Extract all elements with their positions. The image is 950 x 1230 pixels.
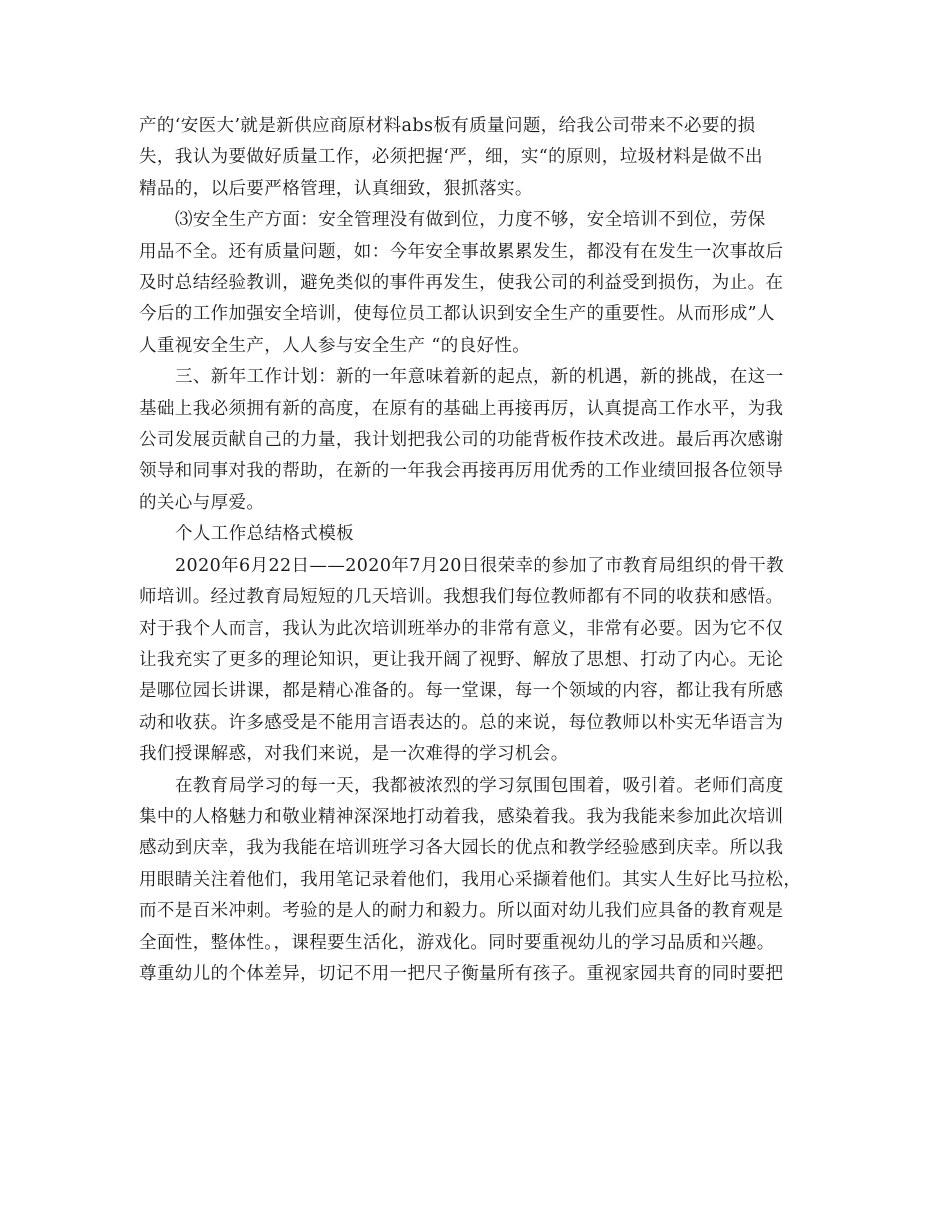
text-line: 用眼睛关注着他们，我用笔记录着他们，我用心采撷着他们。其实人生好比马拉松， xyxy=(139,869,802,890)
text-line: 的关心与厚爱。 xyxy=(139,492,265,513)
text-line: 在教育局学习的每一天，我都被浓烈的学习氛围包围着，吸引着。老师们高度 xyxy=(175,775,784,796)
text-line: 产的‘安医大’就是新供应商原材料abs板有质量问题，给我公司带来不必要的损 xyxy=(139,116,756,136)
section-title: 个人工作总结格式模板 xyxy=(175,524,354,545)
text-line: 三、新年工作计划：新的一年意味着新的起点，新的机遇，新的挑战，在这一 xyxy=(175,367,784,388)
text-line: 人重视安全生产，人人参与安全生产 “的良好性。 xyxy=(139,335,531,356)
text-line: 我们授课解惑，对我们来说，是一次难得的学习机会。 xyxy=(139,744,569,765)
paragraph-quality-issue xyxy=(139,111,819,205)
text-line: 而不是百米冲刺。考验的是人的耐力和毅力。所以面对幼儿我们应具备的教育观是 xyxy=(139,901,784,922)
text-line: 动和收获。许多感受是不能用言语表达的。总的来说，每位教师以朴实无华语言为 xyxy=(139,712,784,733)
paragraph-training-intro xyxy=(139,551,819,771)
text-line: ⑶安全生产方面：安全管理没有做到位，力度不够，安全培训不到位，劳保 xyxy=(175,210,766,231)
text-line: 2020年6月22日——2020年7月20日很荣幸的参加了市教育局组织的骨干教 xyxy=(175,555,784,576)
text-line: 全面性，整体性。，课程要生活化，游戏化。同时要重视幼儿的学习品质和兴趣。 xyxy=(139,932,775,953)
paragraph-safety-production xyxy=(139,205,819,362)
text-line: 师培训。经过教育局短短的几天培训。我想我们每位教师都有不同的收获和感悟。 xyxy=(139,587,784,608)
section-heading xyxy=(139,519,819,550)
text-line: 精品的，以后要严格管理，认真细致，狠抓落实。 xyxy=(139,178,533,199)
text-line: 基础上我必须拥有新的高度，在原有的基础上再接再厉，认真提高工作水平，为我 xyxy=(139,398,784,419)
text-line: 是哪位园长讲课，都是精心准备的。每一堂课，每一个领域的内容，都让我有所感 xyxy=(139,681,784,702)
text-line: 用品不全。还有质量问题，如：今年安全事故累累发生，都没有在发生一次事故后 xyxy=(139,241,784,262)
paragraph-new-year-plan xyxy=(139,362,819,519)
text-line: 尊重幼儿的个体差异，切记不用一把尺子衡量所有孩子。重视家园共育的同时要把 xyxy=(139,963,784,984)
text-line: 公司发展贡献自己的力量，我计划把我公司的功能背板作技术改进。最后再次感谢 xyxy=(139,430,784,451)
text-line: 失，我认为要做好质量工作，必须把握‘严，细，实“的原则，垃圾材料是做不出 xyxy=(139,147,763,168)
text-line: 领导和同事对我的帮助，在新的一年我会再接再厉用优秀的工作业绩回报各位领导 xyxy=(139,461,784,482)
paragraph-learning-reflection xyxy=(139,771,819,991)
text-line: 今后的工作加强安全培训，使每位员工都认识到安全生产的重要性。从而形成”人 xyxy=(139,304,775,325)
text-line: 对于我个人而言，我认为此次培训班举办的非常有意义，非常有必要。因为它不仅 xyxy=(139,618,784,639)
text-line: 及时总结经验教训，避免类似的事件再发生，使我公司的利益受到损伤，为止。在 xyxy=(139,273,784,294)
text-line: 集中的人格魅力和敬业精神深深地打动着我，感染着我。我为我能来参加此次培训 xyxy=(139,806,784,827)
text-line: 让我充实了更多的理论知识，更让我开阔了视野、解放了思想、打动了内心。无论 xyxy=(139,649,784,670)
text-line: 感动到庆幸，我为我能在培训班学习各大园长的优点和教学经验感到庆幸。所以我 xyxy=(139,838,784,859)
document-page xyxy=(139,111,819,990)
